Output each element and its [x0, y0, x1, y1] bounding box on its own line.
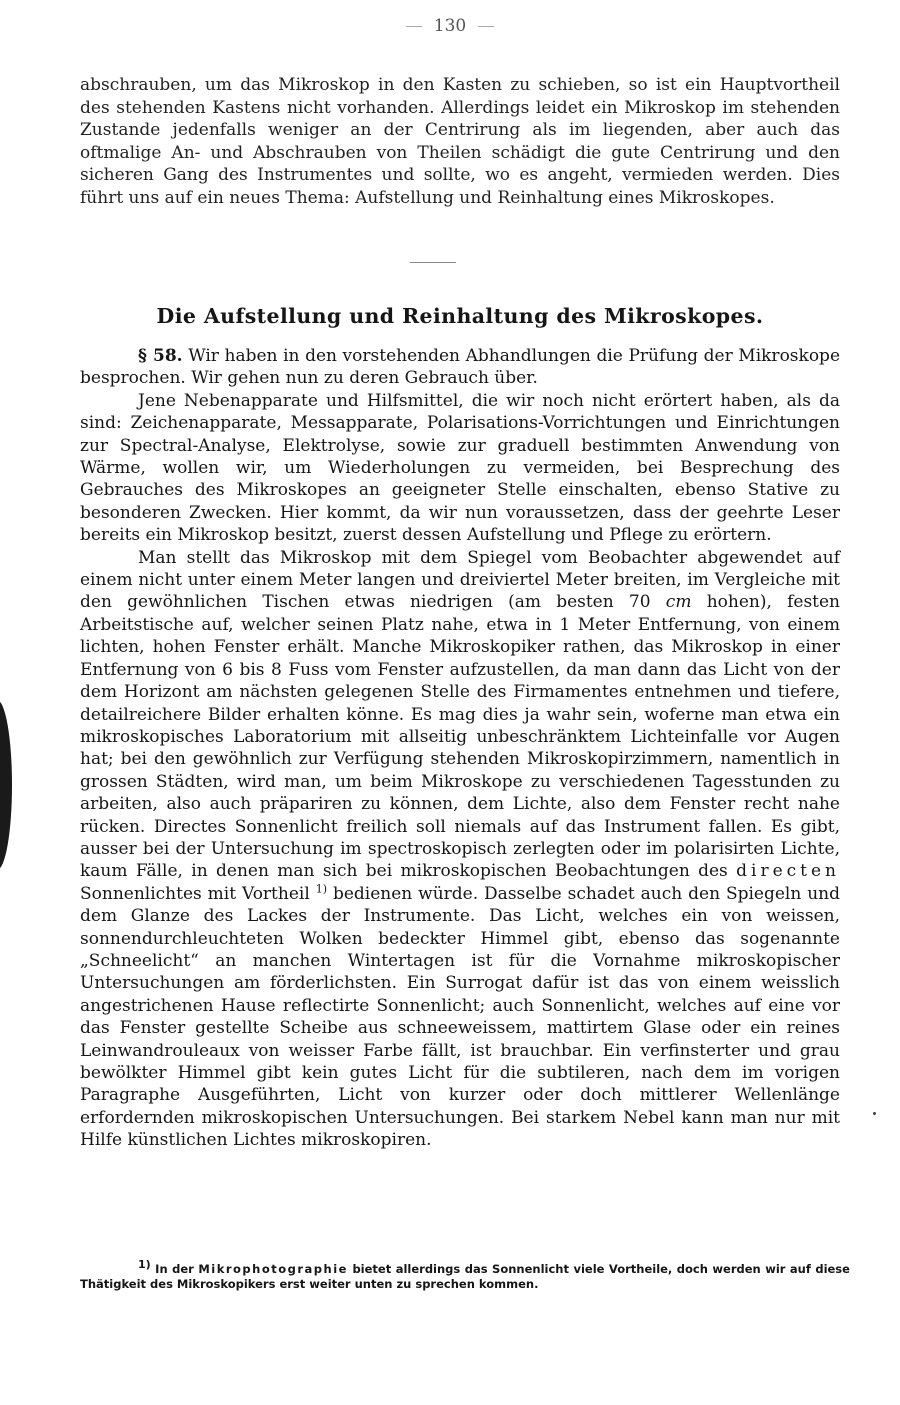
scan-edge-shadow [0, 700, 12, 870]
intro-text: abschrauben, um das Mikroskop in den Kasten zu schieben, so ist ein Hauptvortheil des stehenden Kastens nicht vorhanden. Allerdings leidet ein Mikroskop im stehenden Zustande jedenfalls weniger an der Centrirung als im liegenden, aber auch das oftmalige An- und Abschrauben von Theilen schädigt die gute Centrirung und den sicheren Gang des Instrumentes und sollte, wo es angeht, vermieden werden. Dies führt uns auf ein neues Thema: Aufstellung und Reinhaltung eines Mikroskopes. [80, 75, 840, 208]
right-dash [478, 26, 494, 27]
page-number-header [0, 16, 900, 36]
scan-speck [873, 1112, 876, 1115]
footnote-spaced-word: Mikrophotographie [198, 1262, 348, 1276]
spaced-word: directen [736, 861, 840, 882]
paragraph-2: Jene Nebenapparate und Hilfsmittel, die wir noch nicht erörtert haben, als da sind: Zeichenapparate, Messapparate, Polarisations-Vorrichtungen und Einrichtungen zur Spectral-Analyse, Elektrolyse, sowie zur graduell bestimmten Anwendung von Wärme, wollen wir, um Wiederholungen zu vermeiden, bei Besprechung des Gebrauches des Mikroskopes an geeigneter Stelle einschalten, ebenso Stative zu besonderen Zwecken. Hier kommt, da wir nun voraussetzen, dass der geehrte Leser bereits ein Mikroskop besitzt, zuerst dessen Aufstellung und Pflege zu erörtern. [80, 390, 840, 546]
paragraph-1 [80, 345, 840, 390]
left-dash [406, 26, 422, 27]
paragraph-3-part-d: bedienen würde. Dasselbe schadet auch den Spiegeln und dem Glanze des Lackes der Instrumente. Das Licht, welches ein von weissen, sonnendurchleuchteten Wolken bedeckter Himmel gibt, ebenso das sogenannte „Schneelicht“ an manchen Wintertagen ist für die Vornahme mikroskopischer Untersuchungen am förderlichsten. Ein Surrogat dafür ist das von einem weisslich angestrichenen Hause reflectirte Sonnenlicht; auch Sonnenlicht, welches auf eine vor das Fenster gestellte Scheibe aus schneeweissem, mattirtem Glase oder ein reines Leinwandrouleaux von weisser Farbe fällt, ist brauchbar. Ein verfinsterter und grau bewölkter Himmel gibt kein gutes Licht für die subtileren, nach dem im vorigen Paragraphe Ausgeführten, Licht von kurzer oder doch mittlerer Wellenlänge erfordernden mikroskopischen Untersuchungen. Bei starkem Nebel kann man nur mit Hilfe künstlichen Lichtes mikroskopiren. [80, 883, 841, 1151]
intro-paragraph [80, 74, 840, 209]
footnote [80, 1258, 850, 1292]
paragraph-1-text: Wir haben in den vorstehenden Abhandlungen die Prüfung der Mikroskope besprochen. Wir gehen nun zu deren Gebrauch über. [80, 346, 841, 389]
footnote-part-a: In der [155, 1262, 194, 1276]
paragraph-3-part-b: hohen), festen Arbeitstische auf, welcher seinen Platz nahe, etwa in 1 Meter Entfernung, von einem lichten, hohen Fenster erhält. Manche Mikroskopiker rathen, das Mikroskop in einer Entfernung von 6 bis 8 Fuss vom Fenster aufzustellen, da man dann das Licht von der dem Horizont am nächsten gelegenen Stelle des Firmamentes entnehmen und tiefere, detailreichere Bilder erhalten könne. Es mag dies ja wahr sein, woferne man etwa ein mikroskopisches Laboratorium mit allseitig unbeschränktem Lichteinfalle vor Augen hat; bei den gewöhnlich zur Verfügung stehenden Mikroskopirzimmern, namentlich in grossen Städten, wird man, um beim Mikroskope zu verschiedenen Tagesstunden zu arbeiten, also auch präpariren zu können, dem Lichte, also dem Fenster recht nahe rücken. Directes Sonnenlicht freilich soll niemals auf das Instrument fallen. Es gibt, ausser bei der Untersuchung im spectroskopisch zerlegten oder im polarisirten Lichte, kaum Fälle, in denen man sich bei mikroskopischen Beobachtungen des [80, 592, 841, 882]
footnote-reference: 1) [315, 882, 328, 896]
footnote-marker: 1) [138, 1258, 151, 1272]
paragraph-3-part-a: Man stellt das Mikroskop mit dem Spiegel vom Beobachter abgewendet auf einem nicht unter einem Meter langen und dreiviertel Meter breiten, im Vergleiche mit den gewöhnlichen Tischen etwas niedrigen (am besten 70 [80, 547, 840, 613]
section-body [80, 345, 840, 1152]
paragraph-3-part-c: Sonnenlichtes mit Vortheil [80, 883, 310, 904]
unit-cm: cm [665, 592, 692, 613]
section-divider [410, 262, 456, 263]
paragraph-3 [80, 547, 840, 1152]
footnote-part-b: bietet allerdings das Sonnenlicht viele Vortheile, doch werden wir auf diese Thätigkeit des Mikroskopikers erst weiter unten zu sprechen kommen. [80, 1262, 850, 1291]
section-heading: Die Aufstellung und Reinhaltung des Mikroskopes. [156, 304, 764, 328]
section-mark: § 58. [138, 346, 183, 366]
page-number: 130 [433, 16, 467, 36]
